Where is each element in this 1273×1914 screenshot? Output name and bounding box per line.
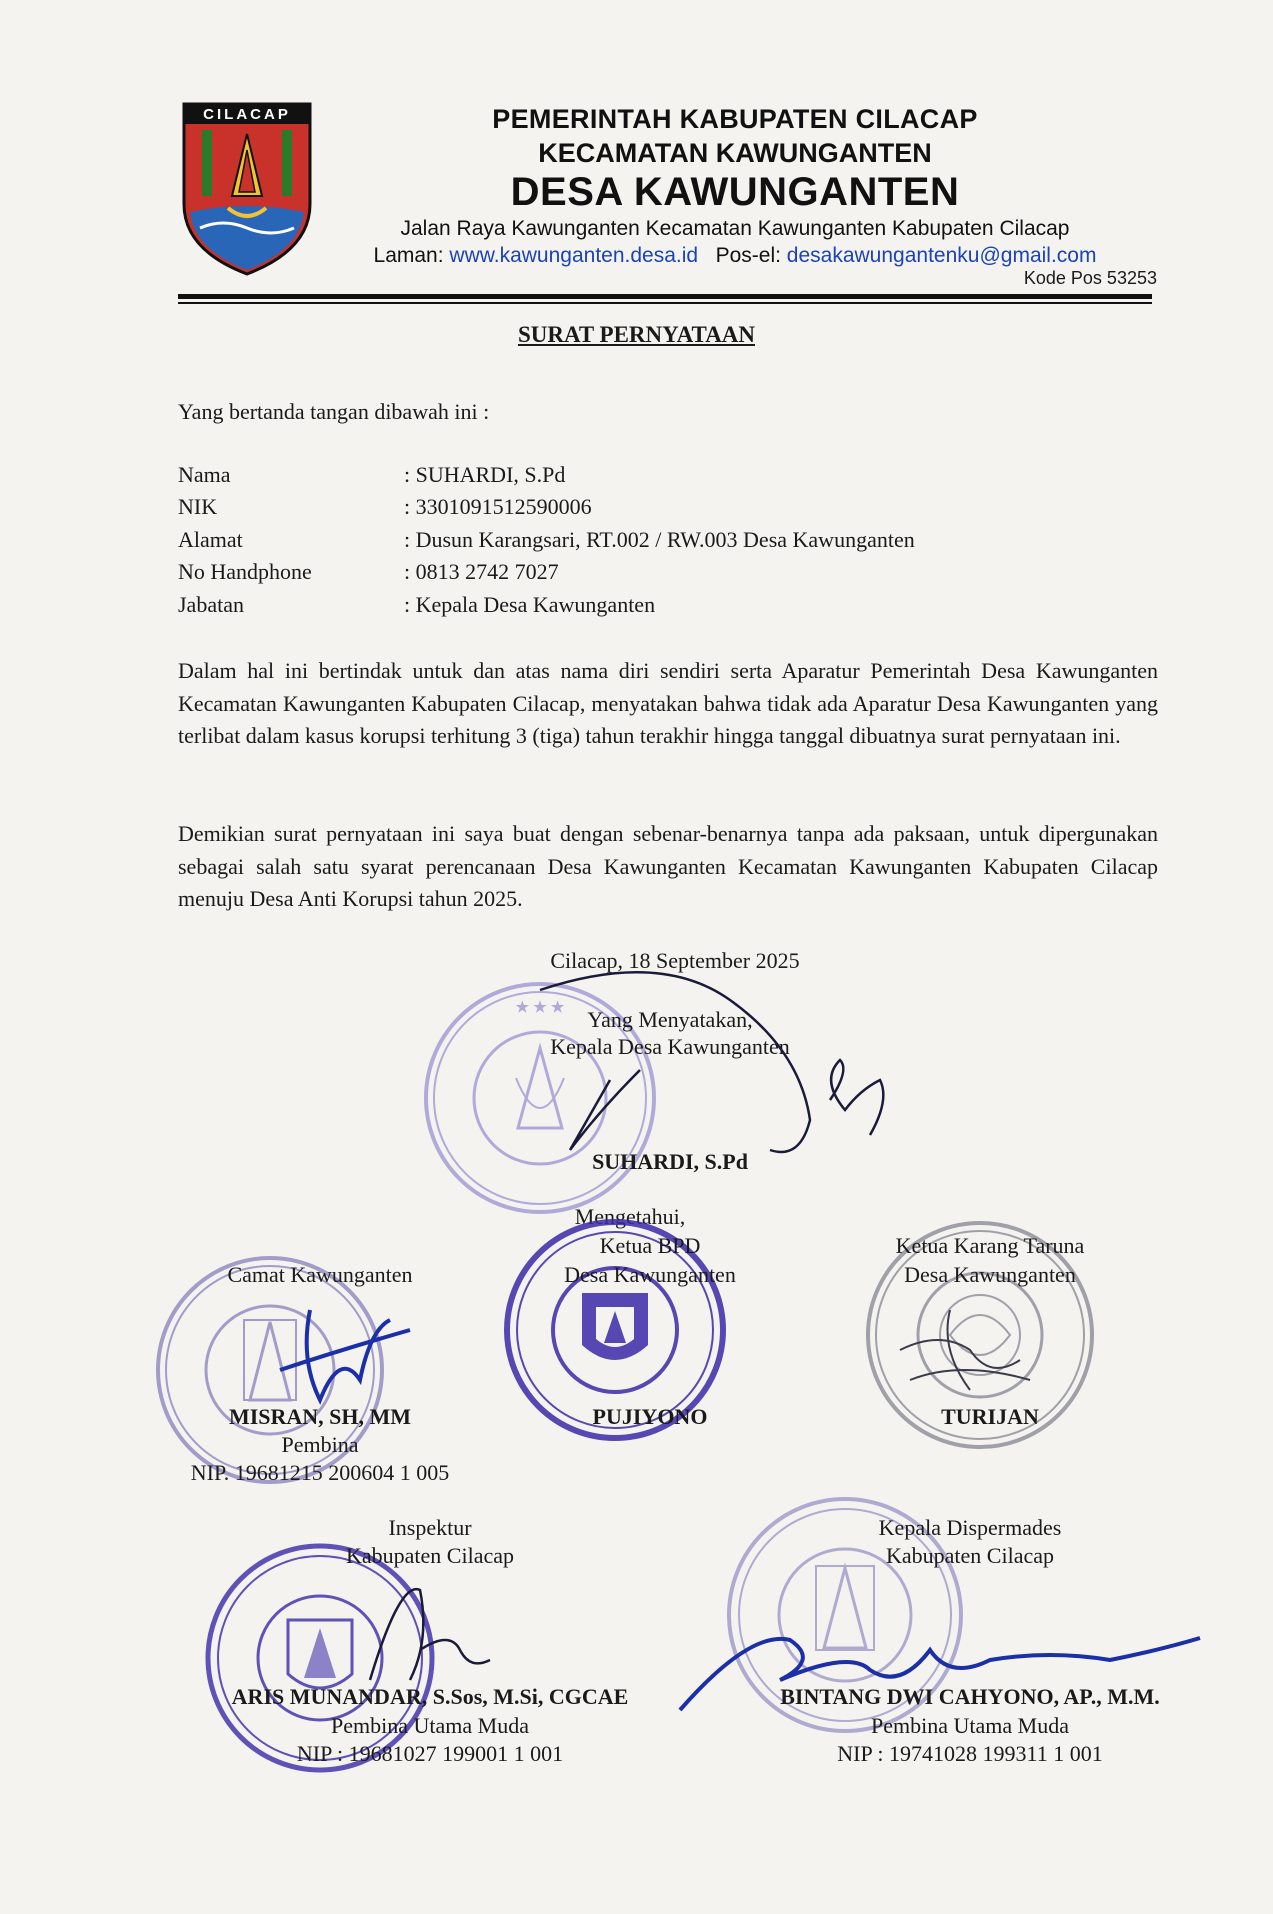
camat-title: Camat Kawunganten bbox=[227, 1262, 413, 1287]
inspektur-nip: NIP : 19681027 199001 1 001 bbox=[296, 1741, 564, 1766]
field-value: : 0813 2742 7027 bbox=[404, 559, 559, 584]
document-title: SURAT PERNYATAAN bbox=[517, 322, 756, 347]
dispermades-nip: NIP : 19741028 199311 1 001 bbox=[837, 1741, 1103, 1766]
acknowledge-text: Mengetahui, bbox=[574, 1204, 686, 1229]
web-label: Laman: bbox=[373, 244, 444, 267]
camat-nip: NIP. 19681215 200604 1 005 bbox=[190, 1460, 450, 1485]
camat-rank: Pembina bbox=[281, 1432, 359, 1457]
dispermades-name: BINTANG DWI CAHYONO, AP., M.M. bbox=[780, 1684, 1160, 1709]
letterhead-line1: PEMERINTAH KABUPATEN CILACAP bbox=[492, 104, 978, 134]
camat-name: MISRAN, SH, MM bbox=[228, 1404, 412, 1429]
intro-text: Yang bertanda tangan dibawah ini : bbox=[178, 399, 490, 424]
email-label: Pos-el: bbox=[715, 244, 781, 267]
field-value: : SUHARDI, S.Pd bbox=[404, 462, 566, 487]
field-value: : 3301091512590006 bbox=[404, 494, 592, 519]
village-head-signature bbox=[500, 960, 940, 1180]
inspektur-name: ARIS MUNANDAR, S.Sos, M.Si, CGCAE bbox=[231, 1684, 629, 1709]
email-link[interactable]: desakawungantenku@gmail.com bbox=[786, 244, 1097, 267]
letterhead-line2: KECAMATAN KAWUNGANTEN bbox=[538, 138, 932, 168]
letterhead-line3: DESA KAWUNGANTEN bbox=[510, 170, 960, 214]
inspektur-title2: Kabupaten Cilacap bbox=[346, 1543, 514, 1568]
taruna-name: TURIJAN bbox=[941, 1404, 1039, 1429]
inspektur-title1: Inspektur bbox=[388, 1515, 472, 1540]
bpd-title1: Ketua BPD bbox=[599, 1233, 701, 1258]
field-label: Alamat bbox=[178, 527, 243, 552]
svg-text:★ ★ ★: ★ ★ ★ bbox=[515, 999, 565, 1016]
inspektur-signature bbox=[340, 1560, 500, 1700]
field-label: No Handphone bbox=[178, 559, 312, 584]
field-label: Nama bbox=[178, 462, 231, 487]
signer-line1: Yang Menyatakan, bbox=[587, 1007, 753, 1032]
inspektur-rank: Pembina Utama Muda bbox=[331, 1713, 529, 1738]
bpd-title2: Desa Kawunganten bbox=[564, 1262, 736, 1287]
signer-name: SUHARDI, S.Pd bbox=[592, 1149, 748, 1174]
letterhead-contacts bbox=[330, 244, 1140, 268]
website-link[interactable]: www.kawunganten.desa.id bbox=[449, 244, 699, 267]
body-paragraph-2: Demikian surat pernyataan ini saya buat dengan sebenar-benarnya tanpa ada paksaan, untuk dipergunakan sebagai salah satu syarat perencanaan Desa Kawunganten Kecamatan Kawunganten Kabupaten Cilacap menuju Desa Anti Korupsi tahun 2025. bbox=[178, 821, 1158, 911]
svg-text:CILACAP: CILACAP bbox=[203, 106, 291, 123]
letterhead-rule bbox=[178, 294, 1152, 299]
taruna-title2: Desa Kawunganten bbox=[904, 1262, 1076, 1287]
letterhead-address: Jalan Raya Kawunganten Kecamatan Kawunganten Kabupaten Cilacap bbox=[400, 217, 1070, 240]
place-date: Cilacap, 18 September 2025 bbox=[550, 948, 800, 973]
body-paragraph-1: Dalam hal ini bertindak untuk dan atas nama diri sendiri serta Aparatur Pemerintah Desa Kawunganten Kecamatan Kawunganten Kabupaten Cilacap, menyatakan bahwa tidak ada Aparatur Desa Kawunganten yang terlibat dalam kasus korupsi terhitung 3 (tiga) tahun terakhir hingga tanggal dibuatnya surat pernyataan ini. bbox=[178, 658, 1158, 748]
field-label: Jabatan bbox=[178, 592, 244, 617]
dispermades-rank: Pembina Utama Muda bbox=[871, 1713, 1069, 1738]
field-value: : Dusun Karangsari, RT.002 / RW.003 Desa Kawunganten bbox=[404, 527, 915, 552]
postal-code: Kode Pos 53253 bbox=[1023, 268, 1157, 288]
dispermades-title1: Kepala Dispermades bbox=[878, 1515, 1062, 1540]
letterhead-rule-thin bbox=[178, 302, 1152, 304]
field-label: NIK bbox=[178, 494, 218, 519]
bpd-name: PUJIYONO bbox=[592, 1404, 708, 1429]
field-value: : Kepala Desa Kawunganten bbox=[404, 592, 656, 617]
cilacap-logo bbox=[178, 100, 316, 278]
signer-line2: Kepala Desa Kawunganten bbox=[550, 1034, 790, 1059]
dispermades-title2: Kabupaten Cilacap bbox=[886, 1543, 1054, 1568]
taruna-title1: Ketua Karang Taruna bbox=[895, 1233, 1085, 1258]
